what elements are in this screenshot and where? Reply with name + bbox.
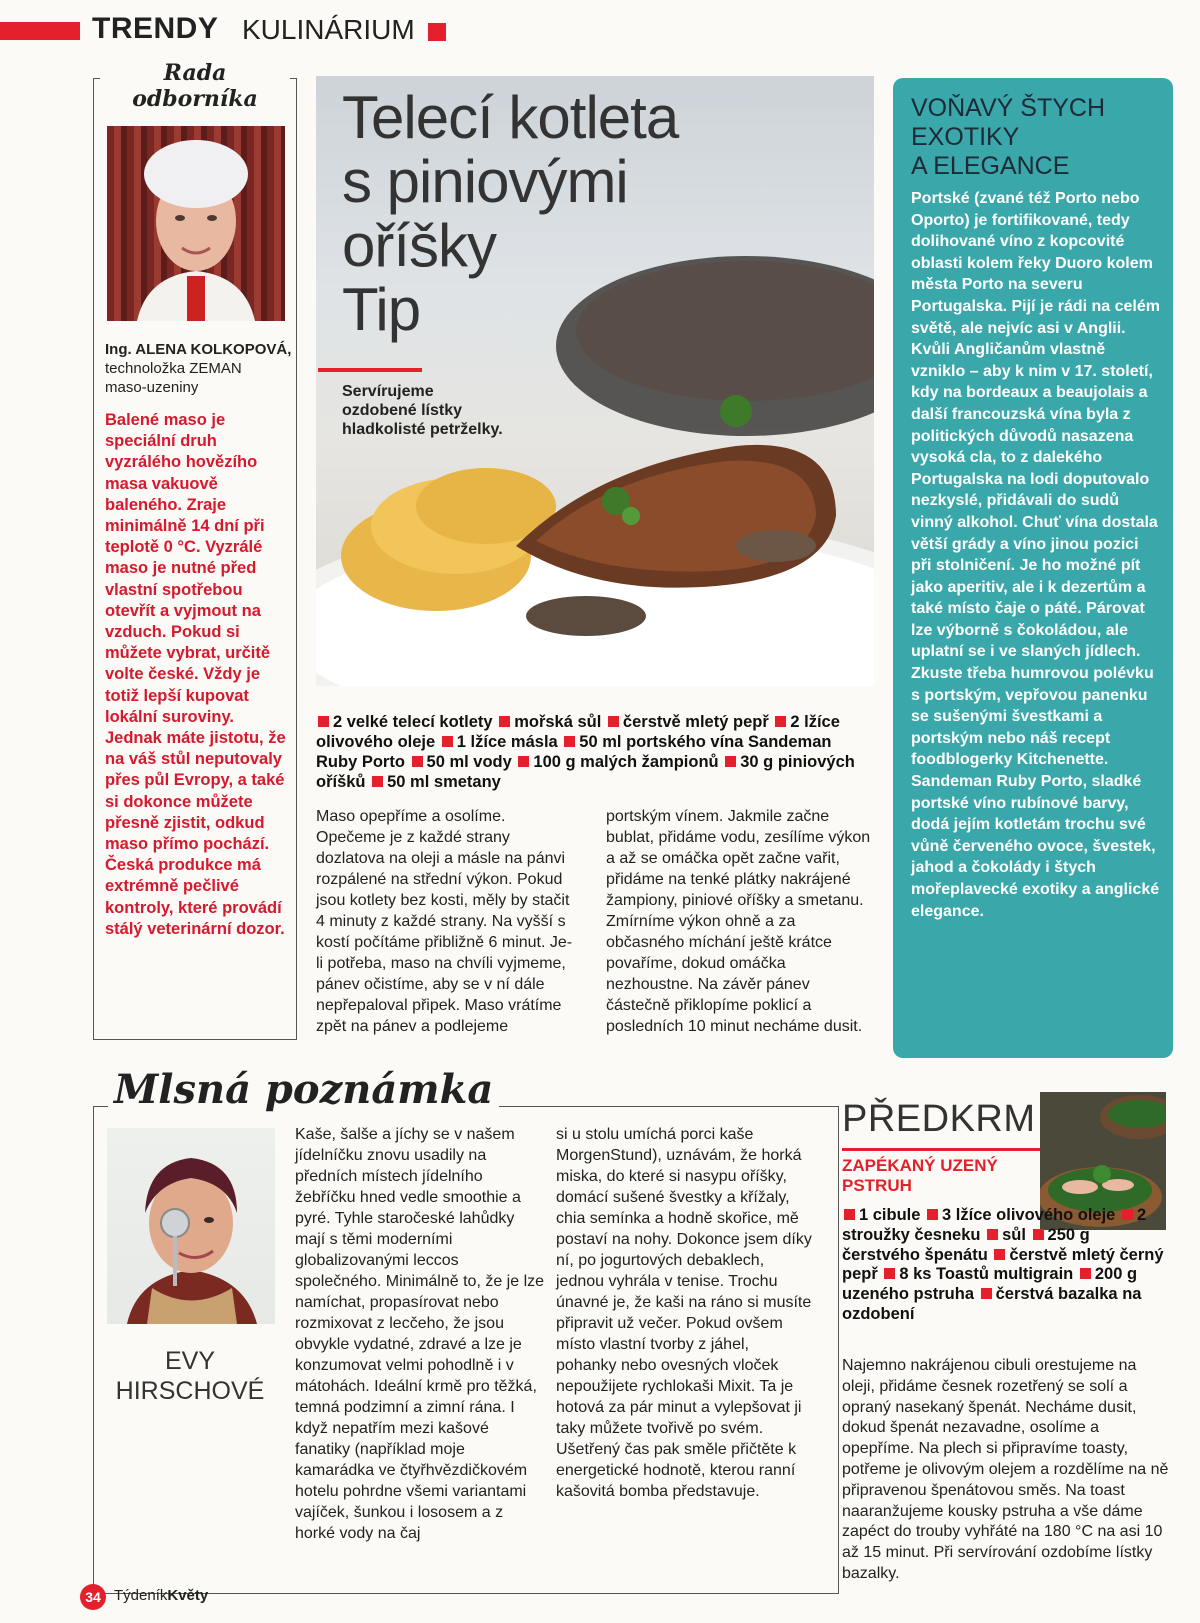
- magazine-name: [114, 1587, 208, 1604]
- column-text-2: si u stolu umíchá porci kaše MorgenStund), uznávám, že horká miska, do které si nasypu oříšky, domácí sušené švestky a křížaly, chia semínka a hodně skořice, mě postaví na nohy. Dokonce jsem díky ní, po jogurtových debaklech, jednou vyhrála v tenise. Trochu únavné je, že kaši na ráno si musíte připravit už večer. Pokud ovšem místo vlastní tvorby z jáhel, pohanky nebo ovesných vloček nepoužijete rychlokaši Mixit. Ta je hotová za pár minut a vylepšovat ji taky můžete tvořivě po svém. Ušetřený čas pak směle přičtěte k energetické hodnotě, kterou ranní kašovitá bomba představuje.: [556, 1126, 812, 1500]
- ingredient-item: čerstvě mletý pepř: [622, 713, 769, 731]
- bullet-square-icon: [412, 756, 423, 767]
- recipe-title-line2: s piniovými: [342, 148, 628, 215]
- ingredient-item: sůl: [1002, 1225, 1026, 1244]
- bullet-square-icon: [518, 756, 529, 767]
- bullet-square-icon: [1080, 1268, 1091, 1279]
- ingredient-item: 100 g malých žampionů: [533, 753, 719, 771]
- ingredient-item: 1 lžíce másla: [456, 733, 558, 751]
- bullet-square-icon: [884, 1268, 895, 1279]
- ingredient-item: 3 lžíce olivového oleje: [942, 1206, 1116, 1224]
- recipe-title-line4: Tip: [342, 276, 421, 343]
- expert-label-line2: odborníka: [132, 86, 258, 112]
- bullet-square-icon: [499, 716, 510, 727]
- bullet-square-icon: [1033, 1229, 1044, 1240]
- recipe-method-column-2: portským vínem. Jakmile začne bublat, přidáme vodu, zesílíme výkon a až se omáčka opět začne vařit, přidáme na tenké plátky nakrájené žampiony, piniové oříšky a smetanu. Zmírníme výkon ohně a za občasného míchání ještě krátce povaříme, dokud omáčka nezhoustne. Na závěr pánev částečně přiklopíme poklicí a posledních 10 minut necháme dusit.: [606, 808, 871, 1035]
- ingredient-item: 50 ml portského vína Sandeman Ruby Porto: [316, 733, 832, 771]
- bullet-square-icon: [372, 776, 383, 787]
- magazine-title: Květy: [167, 1587, 209, 1604]
- ingredient-item: mořská sůl: [514, 713, 602, 731]
- predkrm-heading: PŘEDKRM: [842, 1098, 1036, 1140]
- expert-name: Ing. ALENA KOLKOPOVÁ,: [105, 341, 292, 358]
- expert-portrait-photo: [107, 126, 285, 321]
- recipe-method-column-1: Maso opepříme a osolíme. Opečeme je z každé strany dozlatova na oleji a másle na pánvi rozpálené na střední výkon. Pokud jsou kotlety bez kosti, měly by stačit 4 minuty z každé strany. Na vyšší s kostí počítáme přibližně 6 minut. Je-li potřeba, maso na chvíli vyjmeme, pánev očistíme, aby se v ní dále nepřepaloval připek. Maso vrátíme zpět na pánev a podlejeme: [316, 808, 573, 1035]
- mlsna-poznamka-title: Mlsná poznámka: [108, 1066, 499, 1113]
- bullet-square-icon: [775, 716, 786, 727]
- expert-role-line2: maso-uzeniny: [105, 379, 199, 396]
- bullet-square-icon: [981, 1288, 992, 1299]
- expert-advice-text: Balené maso je speciální druh vyzrálého hovězího masa vakuově baleného. Zraje minimálně 14 dní při teplotě 0 °C. Vyzrálé maso je nutné před vlastní spotřebou otevřít a vyjmout na vzduch. Pokud si můžete vybrat, určitě volte české. Vždy je totiž lepší kupovat lokální suroviny. Jednak máte jistotu, že na váš stůl neputovaly přes půl Evropy, a také si dokonce můžete přesně zjistit, odkud maso přímo pochází. Česká produkce má extrémně pečlivé kontroly, které provádí stálý veterinární dozor.: [105, 411, 286, 938]
- bullet-square-icon: [927, 1209, 938, 1220]
- ingredient-item: 200 g uzeného pstruha: [842, 1265, 1138, 1304]
- title-underline-rule: [318, 368, 422, 372]
- sidebar-title: [911, 94, 1161, 181]
- magazine-prefix: Týdeník: [114, 1587, 168, 1604]
- columnist-portrait-photo: [107, 1128, 275, 1324]
- ingredient-item: 2 velké telecí kotlety: [333, 713, 493, 731]
- predkrm-method: Najemno nakrájenou cibuli orestujeme na oleji, přidáme česnek rozetřený se solí a opraný nasekaný špenát. Necháme dusit, dokud špenát nezavadne, osolíme a opepříme. Na plech si připravíme toasty, potřeme je olivovým olejem a rozdělíme na ně připravenou špenátovou směs. Na toast naaranžujeme kousky pstruha a vše dáme zapéct do trouby vyhřáté na 180 °C na asi 10 až 15 minut. Při servírování ozdobíme lístky bazalky.: [842, 1357, 1169, 1582]
- section-title-bold: TRENDY: [92, 12, 219, 45]
- bullet-square-icon: [994, 1249, 1005, 1260]
- predkrm-ingredients: [842, 1206, 1172, 1325]
- ingredient-item: 2 lžíce olivového oleje: [316, 713, 840, 751]
- ingredient-item: 50 ml vody: [426, 753, 512, 771]
- ingredient-item: 30 g piniových oříšků: [316, 753, 855, 791]
- section-title-light: KULINÁRIUM: [242, 14, 415, 45]
- columnist-portrait-illustration: [107, 1128, 275, 1324]
- recipe-title-line3: oříšky: [342, 212, 497, 279]
- sidebar-text: Portské (zvané též Porto nebo Oporto) je fortifikované, tedy dolihované víno z kopcovité oblasti kolem řeky Duoro kolem města Porto na severu Portugalska. Pijí je rádi na celém světě, ale nejvíc asi v Anglii. Kvůli Angličanům vlastně vzniklo – aby k nim v 17. století, kdy na bordeaux a beaujolais a další francouzská vína byla z politických důvodů nasazena vysoká cla, to z dalekého Portugalska na lodi doputovalo nezkyslé, přidávali do sudů vinný alkohol. Chuť vína dostala větší grády a víno jinou pozici při stolničení. Je ho možné pít jako aperitiv, ale i k dezertům a také místo čaje o páté. Párovat lze výborně s čokoládou, ale uplatní se i ve slaných jídlech. Zkuste třeba humrovou polévku s portským, vepřovou panenku se sušenými švestkami a portským nebo náš recept foodblogerky Kitchenette. Sandeman Ruby Porto, sladké portské víno rubínové barvy, dodá jejím kotletám trochu své vůně červeného ovoce, švestek, jahod a čokolády i štych mořeplavecké exotiky a anglické elegance.: [911, 190, 1160, 920]
- column-text-1: Kaše, šalše a jíchy se v našem jídelníčku znovu usadily na předních místech jídelního žebříčku hned vedle smoothie a pyré. Tyhle staročeské lahůdky mají s těmi moderními globalizovanými leccos společného. Minimálně to, že je lze namíchat, propasírovat nebo rozmixovat z lecčeho, že jsou obvykle vydatné, zdravé a lze je konzumovat velmi pohodlně i v mátohách. Ideální krmě pro těžká, temná podzimní a zimní rána. I když nepatřím mezi kašové fanatiky (například moje kamarádka ve čtyřhvězdičkovém hotelu pohrdne všemi variantami vajíček, šunkou i lososem a z horké vody na čaj: [295, 1126, 545, 1542]
- page-number: 34: [80, 1584, 106, 1610]
- ingredient-item: 2 stroužky česneku: [842, 1206, 1147, 1244]
- recipe-title: [342, 86, 722, 342]
- recipe-title-line1: Telecí kotleta: [342, 84, 679, 151]
- header-accent-bar: [0, 22, 80, 40]
- sidebar-title-line3: A ELEGANCE: [911, 152, 1070, 180]
- bullet-square-icon: [318, 716, 329, 727]
- ingredient-item: 250 g čerstvého špenátu: [842, 1225, 1090, 1264]
- columnist-name-line1: EVY: [164, 1347, 216, 1375]
- bullet-square-icon: [1122, 1209, 1133, 1220]
- recipe-ingredients: [316, 712, 876, 792]
- sidebar-title-line2: EXOTIKY: [911, 123, 1020, 151]
- expert-portrait-illustration: [107, 126, 285, 321]
- expert-box-label: [100, 60, 290, 112]
- predkrm-underline-rule: [842, 1148, 1042, 1151]
- ingredient-item: 1 cibule: [859, 1206, 921, 1224]
- expert-label-line1: Rada: [163, 60, 227, 86]
- ingredient-item: 50 ml smetany: [387, 773, 501, 791]
- predkrm-recipe-title: ZAPÉKANÝ UZENÝ PSTRUH: [842, 1156, 998, 1195]
- photo-caption: Servírujeme ozdobené lístky hladkolisté petrželky.: [342, 383, 503, 438]
- expert-role-line1: technoložka ZEMAN: [105, 360, 242, 377]
- columnist-name-line2: HIRSCHOVÉ: [115, 1377, 265, 1405]
- bullet-square-icon: [987, 1229, 998, 1240]
- sidebar-title-line1: VOŇAVÝ ŠTYCH: [911, 94, 1106, 122]
- bullet-square-icon: [608, 716, 619, 727]
- bullet-square-icon: [564, 736, 575, 747]
- columnist-name: [100, 1346, 280, 1406]
- bullet-square-icon: [725, 756, 736, 767]
- ingredient-item: čerstvě mletý černý pepř: [842, 1245, 1164, 1284]
- bullet-square-icon: [442, 736, 453, 747]
- ingredient-item: čerstvá bazalka na ozdobení: [842, 1285, 1142, 1323]
- header-accent-square: [428, 23, 446, 41]
- expert-credit: [105, 340, 295, 397]
- bullet-square-icon: [844, 1209, 855, 1220]
- ingredient-item: 8 ks Toastů multigrain: [899, 1265, 1074, 1284]
